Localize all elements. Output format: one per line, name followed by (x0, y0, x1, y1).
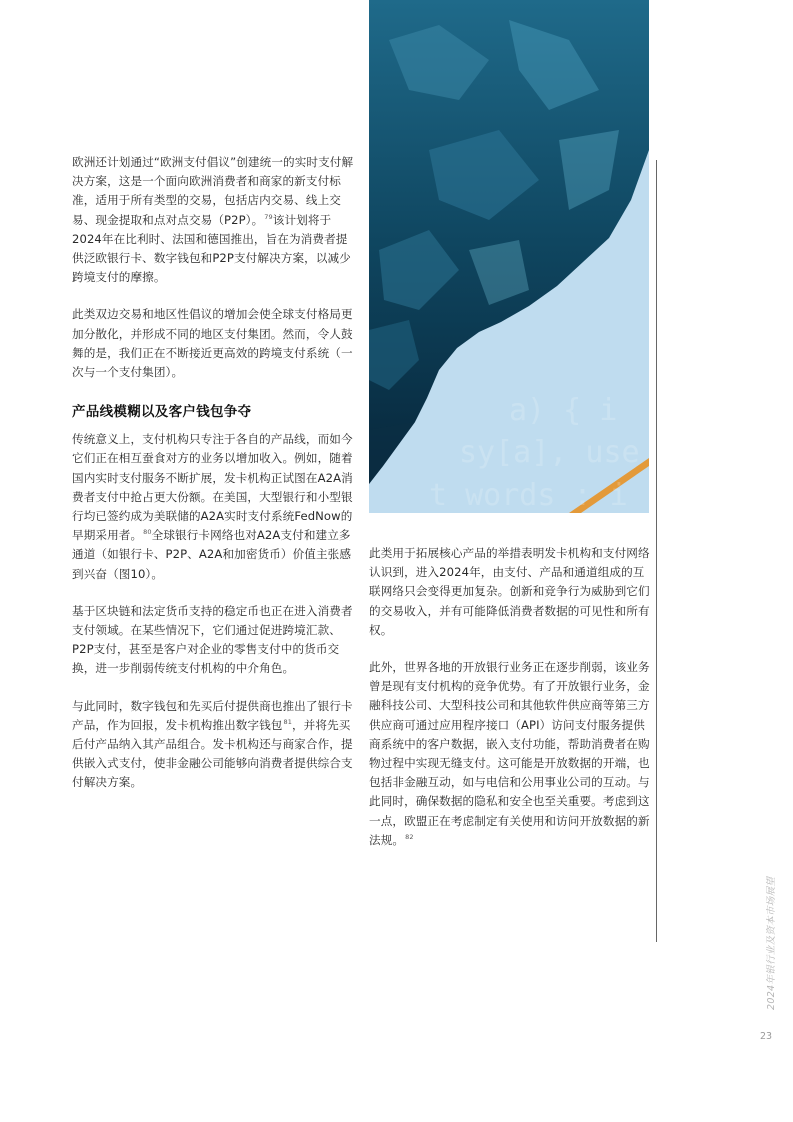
paragraph-product-lines: 传统意义上，支付机构只专注于各自的产品线，而如今它们正在相互蚕食对方的业务以增加收入。例如，随着国内实时支付服务不断扩展，发卡机构正试图在A2A消费者支付中抢占更大份额。在美国，大型银行和小型银行均已签约成为美联储的A2A实时支付系统FedNow的早期采用者。$^{80}$全球银行卡网络也对A2A支付和建立多通道（如银行卡、P2P、A2A和加密货币）价值主张感到兴奋（图10）。 (72, 432, 353, 581)
page-number: 23 (760, 1031, 773, 1042)
paragraph-stablecoins: 基于区块链和法定货币支持的稳定币也正在进入消费者支付领域。在某些情况下，它们通过促进跨境汇款、P2P支付，甚至是客户对企业的零售支付中的货币交换，进一步削弱传统支付机构的中介角色。 (72, 603, 353, 676)
overlay-code-3: t words : i (429, 478, 628, 513)
paragraph-european-payments: 欧洲还计划通过“欧洲支付倡议”创建统一的实时支付解决方案，这是一个面向欧洲消费者和商家的新支付标准，适用于所有类型的交易，包括店内交易、线上交易、现金提取和点对点交易（P2P）。$^{79}$该计划将于2024年在比利时、法国和德国推出，旨在为消费者提供泛欧银行卡、数字钱包和P2P支付解决方案，以减少跨境支付的摩擦。 (72, 155, 354, 285)
footnote-ref-79[interactable]: 79 (264, 212, 273, 221)
paragraph-open-banking: 此外，世界各地的开放银行业务正在逐步削弱，该业务曾是现有支付机构的竞争优势。有了开放银行业务，金融科技公司、大型科技公司和其他软件供应商等第三方供应商可通过应用程序接口（API）访问支付服务提供商系统中的客户数据，嵌入支付功能，帮助消费者在购物过程中实现无缝支付。这可能是开放数据的开端，也包括非金融互动，如与电信和公用事业公司的互动。与此同时，确保数据的隐私和安全也至关重要。考虑到这一点，欧盟正在考虑制定有关使用和访问开放数据的新法规。$^{82}$ (369, 660, 650, 847)
running-title: 2024年银行业及资本市场展望 (766, 876, 777, 1010)
footnote-ref-82[interactable]: 82 (405, 832, 414, 841)
footnote-ref-81[interactable]: 81 (283, 717, 292, 726)
decorative-photo (369, 0, 649, 513)
paragraph-digital-wallets: 与此同时，数字钱包和先买后付提供商也推出了银行卡产品，作为回报，发卡机构推出数字钱包$^{81}$，并将先买后付产品纳入其产品组合。发卡机构还与商家合作，提供嵌入式支付，使非金融公司能够向消费者提供综合支付解决方案。 (72, 698, 353, 790)
paragraph-regional-blocs: 此类双边交易和地区性倡议的增加会使全球支付格局更加分散化，并形成不同的地区支付集团。然而，令人鼓舞的是，我们正在不断接近更高效的跨境支付系统（一次与一个支付集团）。 (72, 307, 353, 380)
left-column (72, 153, 354, 811)
paragraph-core-products: 此类用于拓展核心产品的举措表明发卡机构和支付网络认识到，进入2024年，由支付、产品和通道组成的互联网络只会变得更加复杂。创新和竞争行为威胁到它们的交易收入，并有可能降低消费者数据的可见性和所有权。 (369, 546, 650, 637)
overlay-code-2: sy[a], use (459, 435, 640, 470)
margin-divider (656, 160, 657, 942)
ice-illustration (369, 0, 649, 513)
right-column (369, 544, 651, 868)
footnote-ref-80[interactable]: 80 (143, 528, 152, 537)
section-heading: 产品线模糊以及客户钱包争夺 (72, 404, 252, 421)
overlay-code-1: a) { i (509, 393, 618, 428)
